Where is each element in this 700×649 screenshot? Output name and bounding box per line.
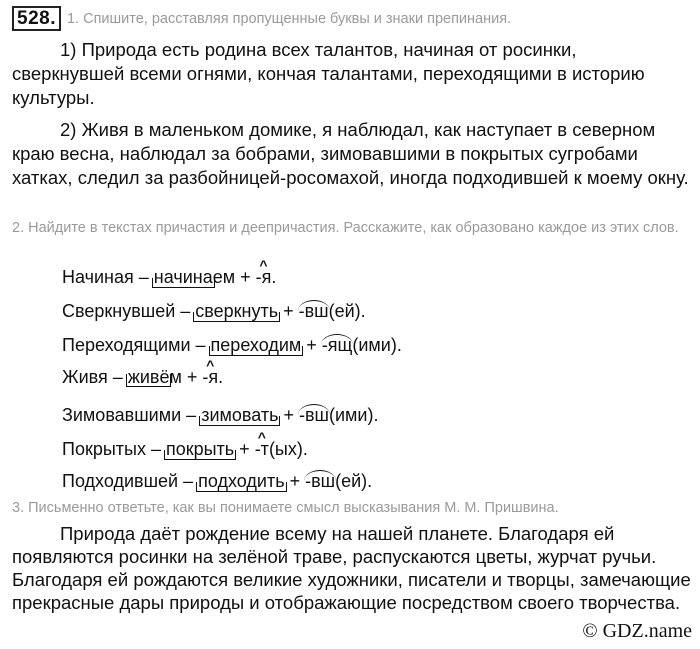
word-analysis-row bbox=[62, 266, 276, 288]
word-analysis-row bbox=[62, 334, 402, 356]
analyzed-word: Живя bbox=[62, 367, 108, 387]
paragraph-1 bbox=[12, 38, 692, 110]
dash: – bbox=[181, 405, 202, 425]
gdz-watermark: © GDZ.name bbox=[582, 620, 692, 642]
paragraph-3-text: Природа даёт рождение всему на нашей планете. Благодаря ей появляются росинки на зелёной траве, распускаются цветы, журчат ручьи. Благодаря ей рождаются великие художники, писатели и творцы, замечающие прекрасные дары природы и отображающие посредством своего творчества. bbox=[12, 523, 691, 613]
plus-sign: + bbox=[278, 405, 299, 425]
ending: . bbox=[271, 267, 277, 287]
paragraph-3 bbox=[12, 522, 692, 614]
plus-sign: + bbox=[181, 367, 203, 387]
dash: – bbox=[175, 301, 196, 321]
paragraph-2 bbox=[12, 118, 692, 190]
analyzed-word: Сверкнувшей bbox=[62, 301, 176, 321]
word-analysis-row bbox=[62, 438, 308, 460]
analyzed-word: Зимовавшими bbox=[62, 405, 182, 425]
plus-sign: + bbox=[284, 471, 306, 491]
plus-sign: + bbox=[234, 439, 255, 459]
suffix: -вш bbox=[305, 471, 336, 491]
suffix: -ящ bbox=[321, 335, 353, 355]
dash: – bbox=[190, 335, 211, 355]
word-analysis-row bbox=[62, 404, 378, 426]
word-root: живё bbox=[127, 367, 170, 387]
ending: (ей). bbox=[335, 471, 373, 491]
ending: (ими). bbox=[329, 405, 379, 425]
word-root: подходить bbox=[198, 471, 285, 491]
root-rest: ем bbox=[212, 267, 236, 287]
word-root: переходим bbox=[210, 335, 302, 355]
word-root: покрыть bbox=[165, 439, 235, 459]
dash: – bbox=[107, 367, 128, 387]
plus-sign: + bbox=[278, 301, 299, 321]
dash: – bbox=[178, 471, 199, 491]
task-3-instruction: 3. Письменно ответьте, как вы понимаете смысл высказывания М. М. Пришвина. bbox=[12, 500, 559, 516]
ending: (ей). bbox=[328, 301, 366, 321]
suffix: ^ -я bbox=[256, 266, 272, 288]
ending: (ых). bbox=[268, 439, 308, 459]
exercise-header bbox=[12, 6, 511, 31]
dash: – bbox=[133, 267, 154, 287]
word-root: сверкнуть bbox=[195, 301, 279, 321]
word-root: начина bbox=[153, 267, 213, 287]
analyzed-word: Подходившей bbox=[62, 471, 179, 491]
suffix: ^ -т bbox=[255, 438, 269, 460]
ending: (ими). bbox=[352, 335, 402, 355]
task-1-instruction: 1. Спишите, расставляя пропущенные буквы и знаки препинания. bbox=[66, 10, 512, 27]
word-analysis-row bbox=[62, 300, 366, 322]
analyzed-word: Начиная bbox=[62, 267, 134, 287]
word-analysis-row bbox=[62, 366, 223, 388]
paragraph-2-text: 2) Живя в маленьком домике, я наблюдал, как наступает в северном краю весна, наблюдал за бобрами, зимовавшими в покрытых сугробами хатках, следил за разбойницей-росомахой, иногда подходившей к моему окну. bbox=[12, 119, 689, 188]
exercise-number: 528. bbox=[12, 6, 61, 31]
root-rest: м bbox=[169, 367, 182, 387]
ending: . bbox=[218, 367, 224, 387]
suffix: -вш bbox=[298, 301, 329, 321]
analyzed-word: Покрытых bbox=[62, 439, 146, 459]
suffix: -вш bbox=[299, 405, 329, 425]
word-analysis-row bbox=[62, 470, 372, 492]
dash: – bbox=[145, 439, 166, 459]
paragraph-1-text: 1) Природа есть родина всех талантов, начиная от росинки, сверкнувшей всеми огнями, кончая талантами, переходящими в историю культуры. bbox=[12, 39, 645, 108]
word-root: зимовать bbox=[201, 405, 279, 425]
analyzed-word: Переходящими bbox=[62, 335, 191, 355]
plus-sign: + bbox=[301, 335, 322, 355]
plus-sign: + bbox=[235, 267, 256, 287]
suffix: ^ -я bbox=[202, 366, 218, 388]
task-2-instruction: 2. Найдите в текстах причастия и деепричастия. Расскажите, как образовано каждое из этих слов. bbox=[12, 220, 679, 236]
